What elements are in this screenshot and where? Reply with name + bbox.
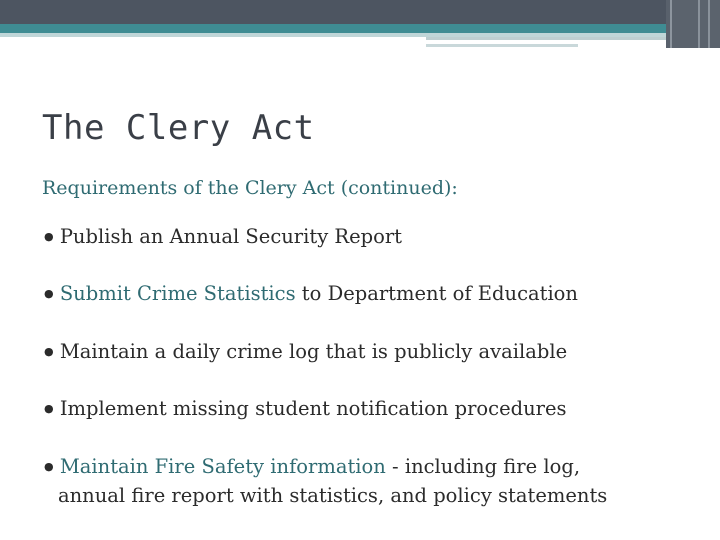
bullet-dot-icon: ● [44, 345, 54, 358]
header-bar-teal [0, 24, 720, 33]
bullet-item-text: to Department of Education [295, 282, 578, 305]
header-corner-block [666, 0, 720, 48]
bullet-dot-icon: ● [44, 287, 54, 300]
bullet-item-text: Maintain a daily crime log that is publicly available [59, 340, 568, 363]
bullet-item-text: Publish an Annual Security Report [59, 225, 403, 248]
header-corner-line [698, 0, 700, 48]
bullet-item-5 [44, 452, 607, 510]
bullet-item-3 [44, 337, 567, 366]
bullet-item-text: Implement missing student notification procedures [59, 397, 567, 420]
bullet-dot-icon: ● [44, 230, 54, 243]
bullet-dot-icon: ● [44, 460, 54, 473]
bullet-dot-icon: ● [44, 402, 54, 415]
bullet-item-continuation: annual fire report with statistics, and policy statements [58, 484, 608, 507]
slide-title: The Clery Act [42, 108, 315, 148]
bullet-item-accent-text: Maintain Fire Safety information [59, 455, 386, 478]
bullet-item-1 [44, 222, 402, 251]
bullet-item-text: - including fire log, [385, 455, 581, 478]
bullet-item-accent-text: Submit Crime Statistics [59, 282, 296, 305]
header-accent-stub-short [426, 44, 578, 47]
bullet-item-4 [44, 394, 567, 423]
bullet-item-2 [44, 279, 578, 308]
header-accent-stub [426, 37, 666, 40]
slide-subtitle: Requirements of the Clery Act (continued): [42, 177, 458, 199]
header-bar-dark [0, 0, 720, 24]
header-corner-line-2 [708, 0, 710, 48]
